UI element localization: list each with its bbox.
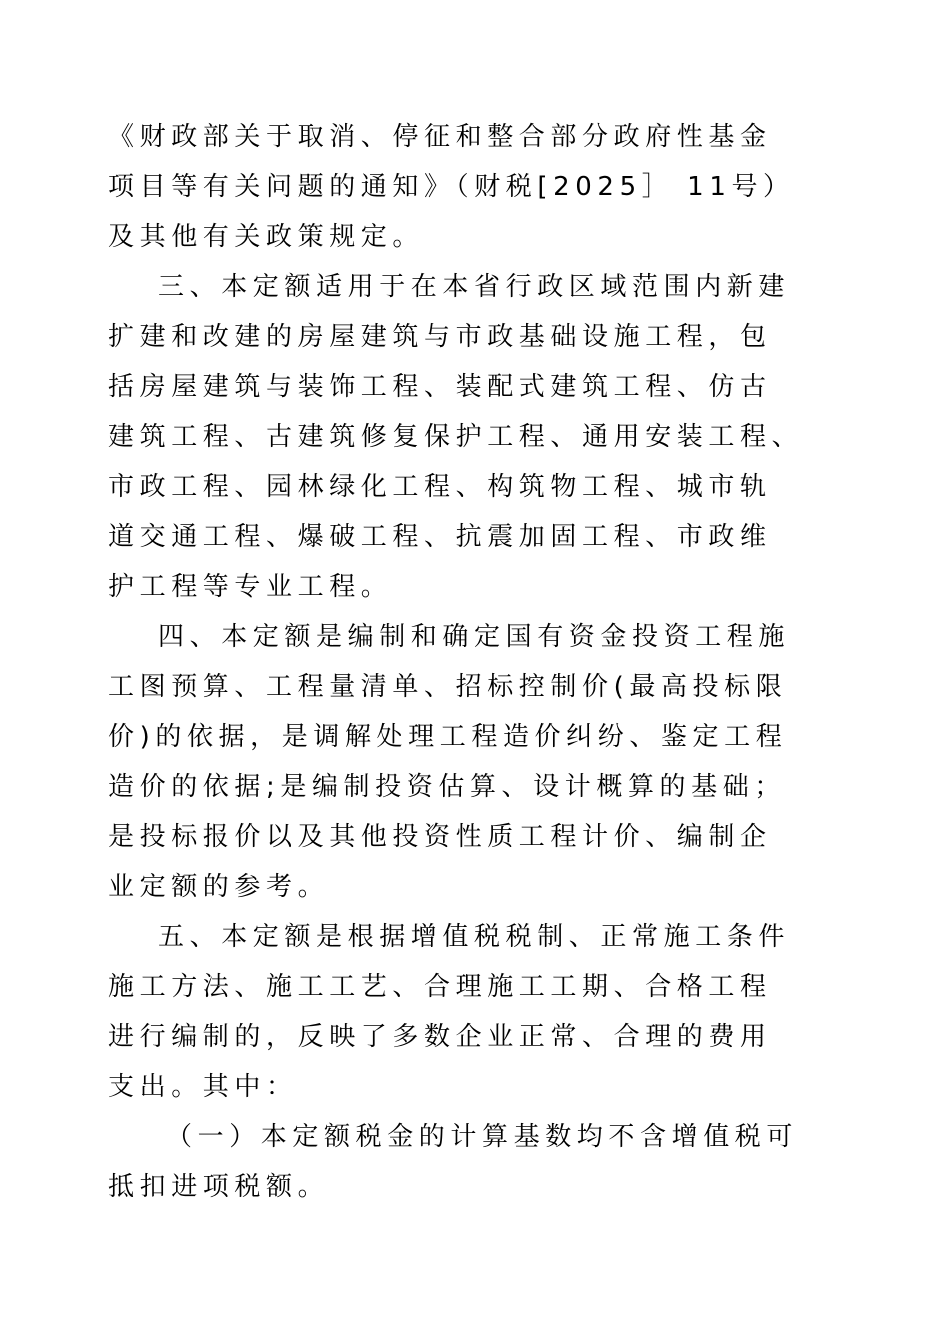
text-line: 市政工程、园林绿化工程、构筑物工程、城市轨	[108, 472, 772, 502]
subsection-one-start: （一）本定额税金的计算基数均不含增值税可	[166, 1122, 799, 1152]
text-line: 护工程等专业工程。	[108, 572, 393, 602]
section-three-start: 三、本定额适用于在本省行政区域范围内新建	[158, 272, 791, 302]
text-line: 建筑工程、古建筑修复保护工程、通用安装工程、	[108, 422, 804, 452]
text-line: 道交通工程、爆破工程、抗震加固工程、市政维	[108, 522, 772, 552]
section-four-start: 四、本定额是编制和确定国有资金投资工程施	[158, 622, 791, 652]
text-line: 价)的依据，是调解处理工程造价纠纷、鉴定工程	[108, 722, 788, 752]
text-line: 造价的依据;是编制投资估算、设计概算的基础；	[108, 772, 786, 802]
text-line: 及其他有关政策规定。	[108, 222, 425, 252]
text-line: 支出。其中：	[108, 1072, 298, 1102]
text-line: 是投标报价以及其他投资性质工程计价、编制企	[108, 822, 772, 852]
text-line: 施工方法、施工工艺、合理施工工期、合格工程	[108, 972, 772, 1002]
text-line: 《财政部关于取消、停征和整合部分政府性基金	[108, 122, 772, 152]
text-line: 括房屋建筑与装饰工程、装配式建筑工程、仿古	[108, 372, 772, 402]
text-line: 扩建和改建的房屋建筑与市政基础设施工程，包	[108, 322, 772, 352]
section-five-start: 五、本定额是根据增值税税制、正常施工条件	[158, 922, 791, 952]
text-line: 抵扣进项税额。	[108, 1172, 330, 1202]
text-line: 进行编制的，反映了多数企业正常、合理的费用	[108, 1022, 772, 1052]
document-body	[108, 112, 848, 1212]
text-line: 工图预算、工程量清单、招标控制价(最高投标限	[108, 672, 788, 702]
text-line: 项目等有关问题的通知》（财税[2025］ 11号）	[108, 172, 795, 202]
text-line: 业定额的参考。	[108, 872, 330, 902]
